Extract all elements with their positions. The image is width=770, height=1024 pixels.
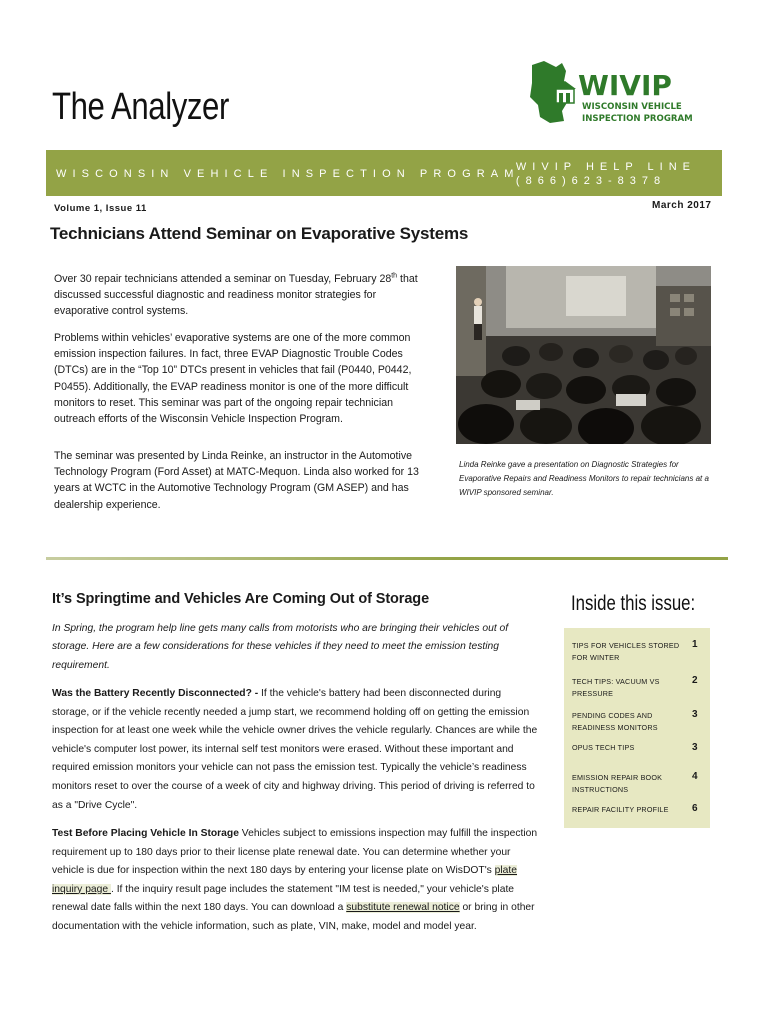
- toc-item-page: 3: [692, 742, 698, 753]
- toc-item-page: 6: [692, 803, 698, 814]
- article-paragraph: Problems within vehicles’ evaporative systems are one of the more common emission inspection failures. In fact, three EVAP Diagnostic Trouble Codes (DTCs) are in the “Top 10” DTCs present in vehicles that fail (P0440, P0442, P0455). Additionally, the EVAP readiness monitor is one of the more difficult monitors to reset. This seminar was part of the ongoing repair technician outreach efforts of the Wisconsin Vehicle Inspection Program.: [54, 332, 412, 426]
- program-name: WISCONSIN VEHICLE INSPECTION PROGRAM: [56, 168, 520, 180]
- article-paragraph: The seminar was presented by Linda Reinke, an instructor in the Automotive Technology Program (Ford Asset) at MATC-Mequon. Linda also worked for 13 years at WCTC in the Automotive Technology Program (GM ASEP) and has dealership experience.: [54, 450, 419, 511]
- seminar-photo: [456, 266, 711, 444]
- inside-issue-title: Inside this issue:: [571, 592, 696, 615]
- volume-issue: Volume 1, Issue 11: [54, 203, 147, 214]
- toc-item-label: OPUS TECH TIPS: [572, 743, 635, 752]
- toc-item-label: TECH TIPS: VACUUM VS PRESSURE: [572, 677, 660, 698]
- toc-item-label: TIPS FOR VEHICLES STORED FOR WINTER: [572, 641, 680, 662]
- substitute-renewal-link[interactable]: substitute renewal notice: [346, 902, 460, 914]
- header-band: [46, 150, 722, 196]
- paragraph-lead: Test Before Placing Vehicle In Storage: [52, 828, 239, 839]
- help-line: [516, 160, 696, 188]
- plate-inquiry-link[interactable]: plate inquiry page: [52, 865, 518, 895]
- logo-line2: INSPECTION PROGRAM: [582, 114, 693, 124]
- photo-caption: Linda Reinke gave a presentation on Diagnostic Strategies for Evaporative Repairs and Readiness Monitors to repair technicians at a WIVIP sponsored seminar.: [459, 460, 709, 497]
- toc-item-page: 1: [692, 639, 698, 650]
- article-heading: Technicians Attend Seminar on Evaporative Systems: [50, 224, 469, 243]
- article-paragraph: Over 30 repair technicians attended a seminar on Tuesday, February 28th that discussed successful diagnostic and readiness monitor strategies for evaporative control systems.: [54, 272, 418, 318]
- toc-item-label: REPAIR FACILITY PROFILE: [572, 805, 669, 814]
- toc-item-page: 3: [692, 709, 698, 720]
- logo-line1: WISCONSIN VEHICLE: [582, 102, 682, 112]
- article-paragraph: Test Before Placing Vehicle In Storage Vehicles subject to emissions inspection may fulfill the inspection requirement up to 180 days prior to their license plate renewal date. You can determine whether your vehicle is due for inspection within the next 180 days by entering your license plate on WisDOT's plate inquiry page . If the inquiry result page includes the statement "IM test is needed," your vehicle's plate renewal date falls within the next 180 days. You can download a substitute renewal notice or bring in other documentation with the vehicle information, such as plate, VIN, make, model and model year.: [52, 828, 538, 932]
- help-line-label: WIVIP HELP LINE: [515, 161, 696, 173]
- issue-date: March 2017: [652, 200, 712, 211]
- article-paragraph: Was the Battery Recently Disconnected? - If the vehicle's battery had been disconnected during storage, or if the vehicle recently needed a jump start, we recommend holding off on getting the emission inspection for at least one week while the vehicle owner drives the vehicle regularly. Chances are while the vehicle's computer lost power, its internal self test monitors were erased. Without these important and required emission monitors your vehicle can not pass the emission test. Typically the vehicle’s readiness monitors reset to over the course of a week of city and highway driving. This period of driving is referred to as a "Drive Cycle".: [52, 688, 538, 811]
- toc-item-label: EMISSION REPAIR BOOK INSTRUCTIONS: [572, 773, 663, 794]
- help-line-phone: (866)623-8378: [515, 175, 667, 187]
- toc-item-page: 4: [692, 771, 698, 782]
- wivip-logo: [526, 57, 696, 129]
- paragraph-lead: Was the Battery Recently Disconnected? -: [52, 688, 259, 699]
- toc-item-label: PENDING CODES AND READINESS MONITORS: [572, 711, 658, 732]
- logo-name: WIVIP: [578, 69, 672, 102]
- toc-item-page: 2: [692, 675, 698, 686]
- article-heading: It’s Springtime and Vehicles Are Coming Out of Storage: [52, 591, 430, 607]
- section-divider: [46, 557, 728, 560]
- table-of-contents: [564, 628, 710, 828]
- newsletter-title: The Analyzer: [52, 86, 229, 128]
- article-intro: In Spring, the program help line gets many calls from motorists who are bringing their vehicles out of storage. Here are a few considerations for these vehicles if they need to meet the emission testing requirement.: [52, 623, 509, 671]
